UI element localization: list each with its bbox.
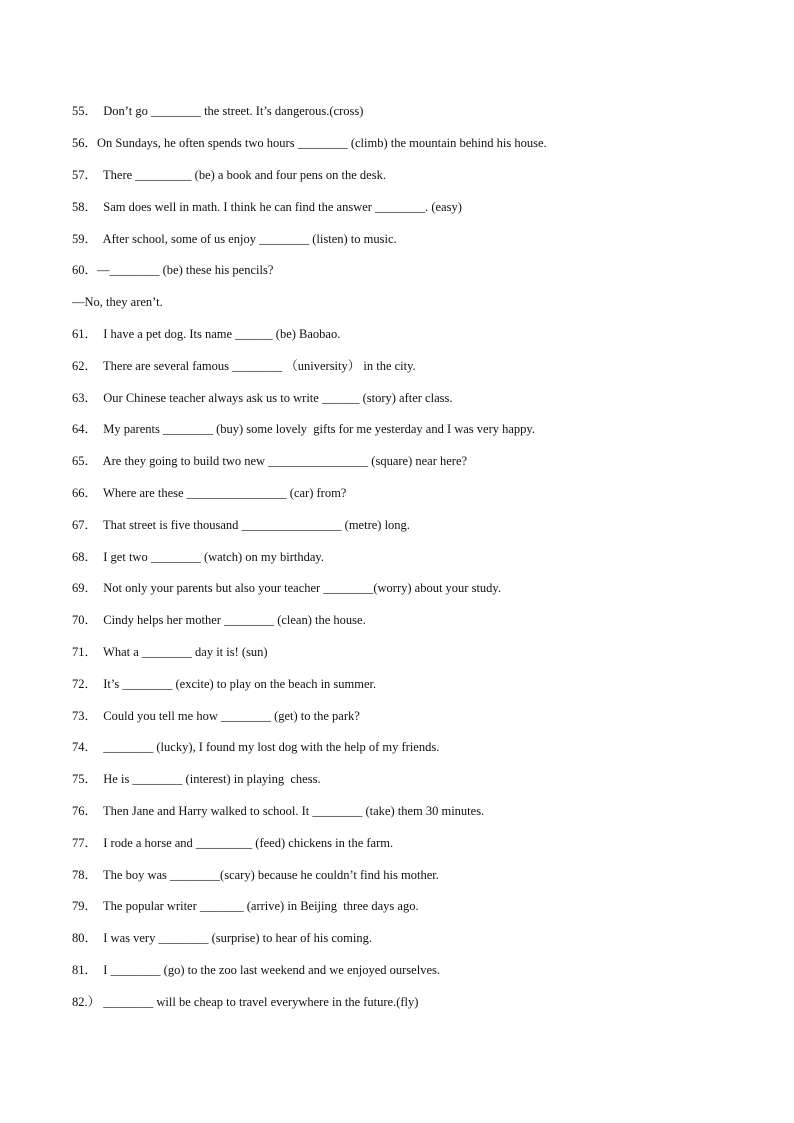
question-number: 72． [72, 677, 98, 691]
question-number: 65． [72, 454, 98, 468]
question-text: I get two ________ (watch) on my birthday. [97, 550, 324, 564]
question-73 [72, 708, 360, 724]
question-71 [72, 644, 268, 660]
question-77 [72, 835, 393, 851]
question-number: 81． [72, 963, 98, 977]
question-64 [72, 421, 535, 437]
question-81 [72, 962, 440, 978]
question-text: What a ________ day it is! (sun) [97, 645, 268, 659]
question-80 [72, 930, 372, 946]
question-56 [72, 135, 547, 151]
question-text: My parents ________ (buy) some lovely gifts for me yesterday and I was very happy. [97, 422, 535, 436]
question-76 [72, 803, 484, 819]
question-number: 61． [72, 327, 98, 341]
question-number: 66． [72, 486, 98, 500]
question-text: ________ will be cheap to travel everywhere in the future.(fly) [100, 995, 419, 1009]
question-82 [72, 994, 418, 1010]
question-text: I have a pet dog. Its name ______ (be) Baobao. [97, 327, 341, 341]
question-text: He is ________ (interest) in playing chess. [97, 772, 321, 786]
question-65 [72, 453, 467, 469]
question-text: It’s ________ (excite) to play on the beach in summer. [97, 677, 377, 691]
question-60 [72, 262, 273, 278]
question-number: 55． [72, 104, 98, 118]
question-number: 67． [72, 518, 98, 532]
question-72 [72, 676, 376, 692]
question-58 [72, 199, 462, 215]
question-number: 60． [72, 263, 98, 277]
question-number: 74． [72, 740, 98, 754]
question-number: 58． [72, 200, 98, 214]
question-number: 71． [72, 645, 98, 659]
question-number: 82.） [72, 995, 101, 1009]
question-59 [72, 231, 397, 247]
question-63 [72, 390, 452, 406]
question-text: There are several famous ________ （university） in the city. [97, 359, 416, 373]
question-69 [72, 580, 501, 596]
question-number: 62． [72, 359, 98, 373]
question-70 [72, 612, 366, 628]
question-67 [72, 517, 410, 533]
question-text: That street is five thousand ________________ (metre) long. [97, 518, 410, 532]
question-78 [72, 867, 439, 883]
question-text: Then Jane and Harry walked to school. It ________ (take) them 30 minutes. [97, 804, 485, 818]
question-text: Cindy helps her mother ________ (clean) the house. [97, 613, 366, 627]
question-text: Where are these ________________ (car) from? [97, 486, 347, 500]
question-text: Not only your parents but also your teacher ________(worry) about your study. [97, 581, 501, 595]
question-text: I rode a horse and _________ (feed) chickens in the farm. [97, 836, 394, 850]
question-text: Sam does well in math. I think he can find the answer ________. (easy) [97, 200, 462, 214]
question-62 [72, 358, 416, 374]
question-number: 73． [72, 709, 98, 723]
question-text: I was very ________ (surprise) to hear of his coming. [97, 931, 372, 945]
question-number: 69． [72, 581, 98, 595]
question-number: 76． [72, 804, 98, 818]
question-number: 64． [72, 422, 98, 436]
question-number: 68． [72, 550, 98, 564]
question-text: —________ (be) these his pencils? [97, 263, 274, 277]
question-text: The boy was ________(scary) because he couldn’t find his mother. [97, 868, 439, 882]
question-number: 78． [72, 868, 98, 882]
question-number: 79． [72, 899, 98, 913]
question-number: 70． [72, 613, 98, 627]
question-text: Are they going to build two new ________________ (square) near here? [97, 454, 468, 468]
question-61 [72, 326, 340, 342]
question-68 [72, 549, 324, 565]
question-text: Could you tell me how ________ (get) to the park? [97, 709, 360, 723]
question-text: There _________ (be) a book and four pens on the desk. [97, 168, 386, 182]
question-74 [72, 739, 439, 755]
question-text: —No, they aren’t. [72, 295, 163, 309]
question-number: 77． [72, 836, 98, 850]
question-number: 80． [72, 931, 98, 945]
question-text: After school, some of us enjoy ________ (listen) to music. [97, 232, 397, 246]
question-number: 63． [72, 391, 98, 405]
question-79 [72, 898, 419, 914]
question-number: 57． [72, 168, 98, 182]
question-text: ________ (lucky), I found my lost dog with the help of my friends. [97, 740, 440, 754]
question-number: 75． [72, 772, 98, 786]
question-text: Our Chinese teacher always ask us to write ______ (story) after class. [97, 391, 453, 405]
question-55 [72, 103, 363, 119]
question-66 [72, 485, 346, 501]
question-number: 59． [72, 232, 98, 246]
question-text: The popular writer _______ (arrive) in Beijing three days ago. [97, 899, 419, 913]
question-75 [72, 771, 321, 787]
question-text: On Sundays, he often spends two hours ________ (climb) the mountain behind his house. [97, 136, 547, 150]
question-text: I ________ (go) to the zoo last weekend and we enjoyed ourselves. [97, 963, 440, 977]
question-text: Don’t go ________ the street. It’s dangerous.(cross) [97, 104, 364, 118]
question-60-answer [72, 294, 163, 310]
question-number: 56． [72, 136, 98, 150]
question-57 [72, 167, 386, 183]
